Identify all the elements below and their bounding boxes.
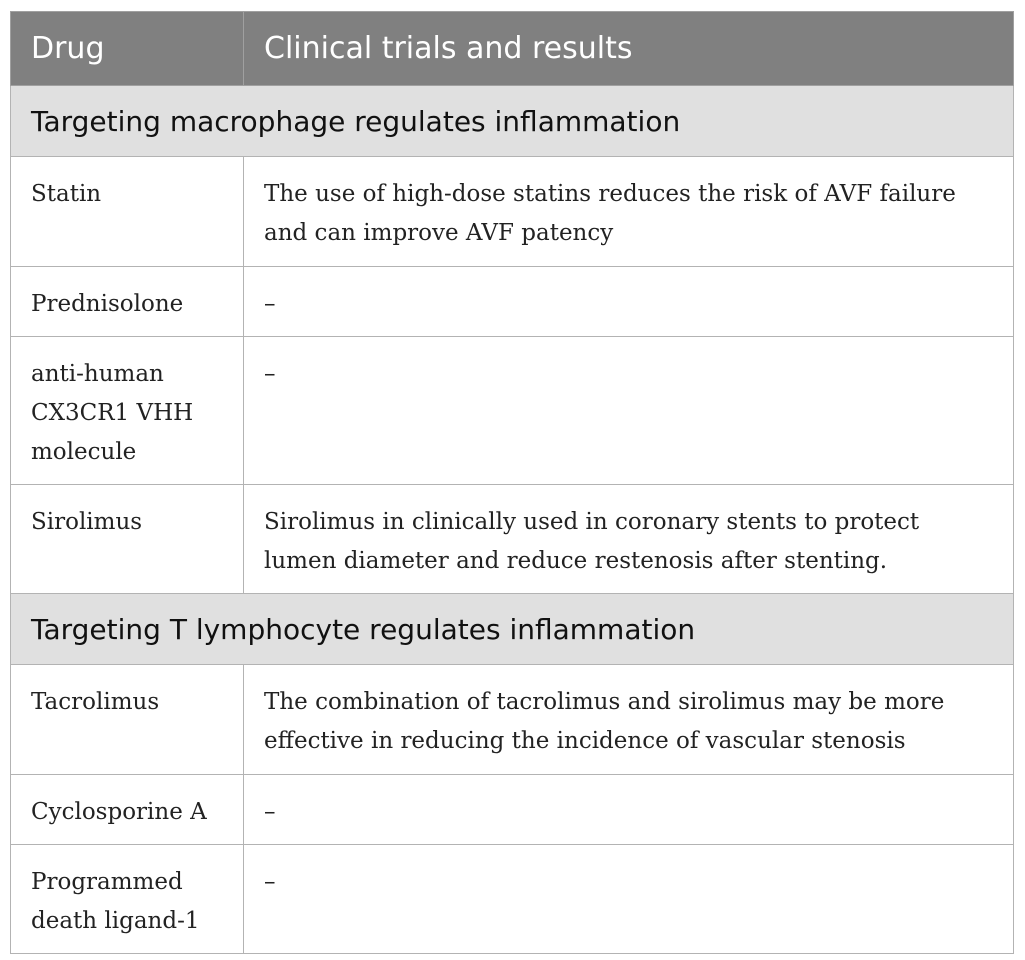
section-title: Targeting T lymphocyte regulates inflammation <box>11 594 1014 665</box>
table-row <box>11 157 1014 267</box>
header-drug: Drug <box>11 12 244 86</box>
result-cell: – <box>244 267 1014 337</box>
header-results: Clinical trials and results <box>244 12 1014 86</box>
table-row <box>11 267 1014 337</box>
table-row <box>11 337 1014 485</box>
result-cell: – <box>244 775 1014 845</box>
table-row <box>11 485 1014 594</box>
section-header-row <box>11 86 1014 157</box>
drug-cell: Sirolimus <box>11 485 244 594</box>
section-title: Targeting macrophage regulates inflammation <box>11 86 1014 157</box>
drug-cell: Cyclosporine A <box>11 775 244 845</box>
result-cell: The use of high-dose statins reduces the risk of AVF failure and can improve AVF patency <box>244 157 1014 267</box>
result-cell: The combination of tacrolimus and sirolimus may be more effective in reducing the incidence of vascular stenosis <box>244 665 1014 775</box>
drug-cell: Statin <box>11 157 244 267</box>
table-header-row <box>11 12 1014 86</box>
table-row <box>11 845 1014 954</box>
table-row <box>11 775 1014 845</box>
drug-cell: Tacrolimus <box>11 665 244 775</box>
result-cell: Sirolimus in clinically used in coronary stents to protect lumen diameter and reduce restenosis after stenting. <box>244 485 1014 594</box>
drug-cell: Programmed death ligand-1 <box>11 845 244 954</box>
drug-table <box>10 11 1014 954</box>
result-cell: – <box>244 337 1014 485</box>
drug-cell: anti-human CX3CR1 VHH molecule <box>11 337 244 485</box>
result-cell: – <box>244 845 1014 954</box>
section-header-row <box>11 594 1014 665</box>
table-row <box>11 665 1014 775</box>
drug-cell: Prednisolone <box>11 267 244 337</box>
